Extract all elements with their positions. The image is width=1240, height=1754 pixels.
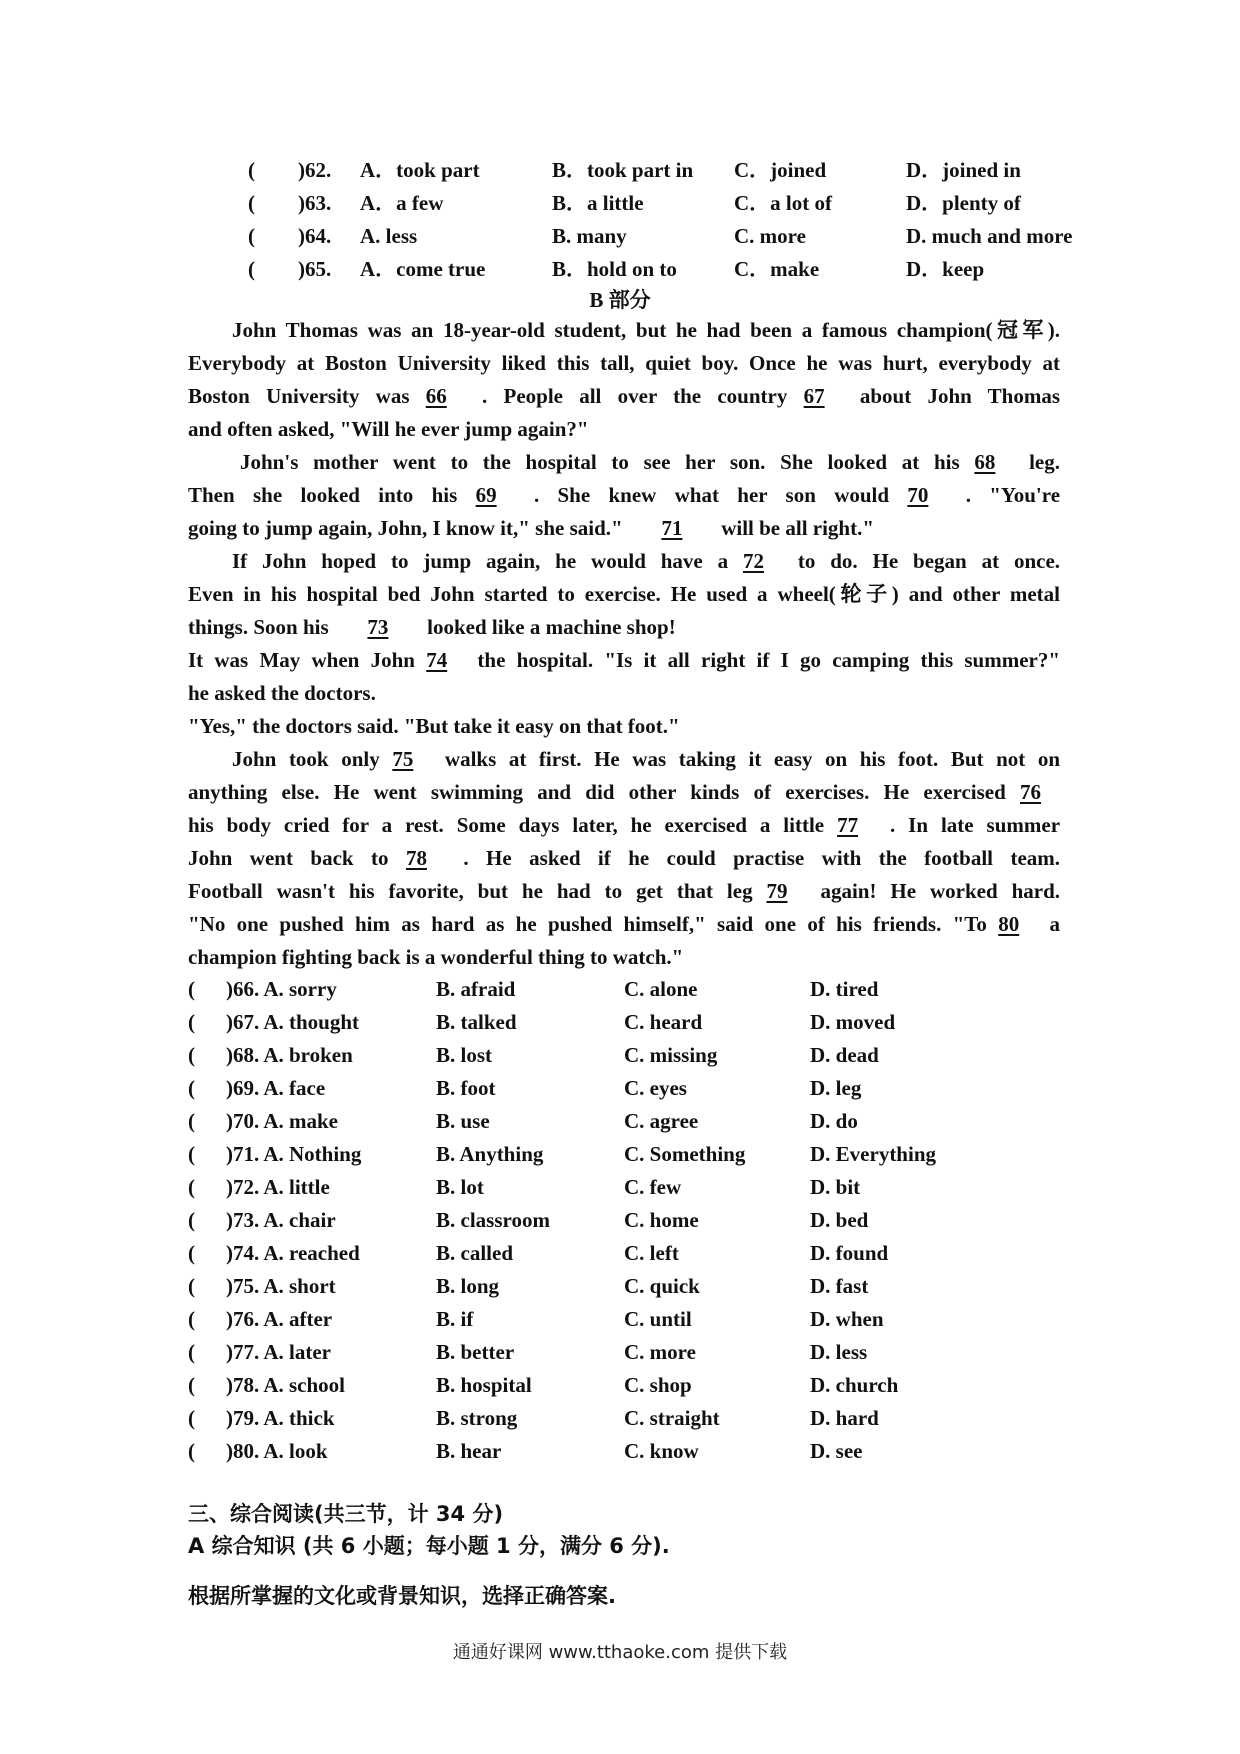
option-c: C. left xyxy=(624,1241,679,1265)
option-b: B. long xyxy=(436,1274,500,1298)
passage-line: "Yes," the doctors said. "But take it easy on that foot." xyxy=(188,714,680,738)
question-row xyxy=(0,1206,1240,1234)
section-b-title: B 部分 xyxy=(589,288,651,312)
question-number-option-a: )79. A. thick xyxy=(226,1406,335,1430)
blank-67: 67 xyxy=(803,384,825,408)
passage-line: and often asked, "Will he ever jump again?" xyxy=(188,417,589,441)
answer-paren: ( xyxy=(188,1439,195,1463)
option-d: D. bit xyxy=(810,1175,861,1199)
answer-paren: ( xyxy=(188,1010,195,1034)
option-b: B. if xyxy=(436,1307,474,1331)
answer-paren: ( xyxy=(188,1109,195,1133)
option-a: A. less xyxy=(360,224,418,248)
option-d: D. tired xyxy=(810,977,879,1001)
question-number-option-a: )71. A. Nothing xyxy=(226,1142,362,1166)
question-number-option-a: )80. A. look xyxy=(226,1439,328,1463)
option-d: D．keep xyxy=(906,257,985,281)
passage-line: Football wasn't his favorite, but he had to get that leg 79 again! He worked hard. xyxy=(188,879,1061,903)
passage-line: going to jump again, John, I know it," she said." 71 will be all right." xyxy=(188,516,875,540)
question-row xyxy=(0,1371,1240,1399)
option-b: B. better xyxy=(436,1340,515,1364)
answer-paren: ( xyxy=(188,1274,195,1298)
option-b: B. strong xyxy=(436,1406,518,1430)
option-b: B. hospital xyxy=(436,1373,532,1397)
question-row xyxy=(0,1140,1240,1168)
answer-paren: ( xyxy=(188,1142,195,1166)
blank-66: 66 xyxy=(425,384,447,408)
answer-paren: ( xyxy=(248,224,255,248)
option-b: B. use xyxy=(436,1109,490,1133)
option-d: D. see xyxy=(810,1439,863,1463)
blank-80: 80 xyxy=(998,912,1020,936)
answer-paren: ( xyxy=(248,257,255,281)
option-d: D. dead xyxy=(810,1043,879,1067)
answer-paren: ( xyxy=(188,1307,195,1331)
question-row xyxy=(0,255,1240,283)
option-d: D. do xyxy=(810,1109,858,1133)
question-number-option-a: )75. A. short xyxy=(226,1274,336,1298)
answer-paren: ( xyxy=(188,1208,195,1232)
question-number-option-a: )68. A. broken xyxy=(226,1043,353,1067)
question-number-option-a: )66. A. sorry xyxy=(226,977,337,1001)
option-c: C. eyes xyxy=(624,1076,687,1100)
passage-line: "No one pushed him as hard as he pushed himself," said one of his friends. "To 80 a xyxy=(188,912,1061,936)
question-row xyxy=(0,189,1240,217)
question-row xyxy=(0,1008,1240,1036)
question-number-option-a: )76. A. after xyxy=(226,1307,333,1331)
blank-76: 76 xyxy=(1020,780,1042,804)
answer-paren: ( xyxy=(188,1406,195,1430)
option-d: D. much and more xyxy=(906,224,1073,248)
blank-68: 68 xyxy=(974,450,996,474)
option-c: C. alone xyxy=(624,977,698,1001)
answer-paren: ( xyxy=(188,1241,195,1265)
section-three-instruction: 根据所掌握的文化或背景知识，选择正确答案. xyxy=(188,1584,616,1608)
question-row xyxy=(0,1173,1240,1201)
passage-line: John went back to 78 . He asked if he could practise with the football team. xyxy=(188,846,1061,870)
blank-75: 75 xyxy=(392,747,414,771)
blank-72: 72 xyxy=(743,549,764,573)
passage-line: Then she looked into his 69 . She knew what her son would 70 . "You're xyxy=(188,483,1061,507)
option-c: C. straight xyxy=(624,1406,720,1430)
option-a: A．come true xyxy=(360,257,486,281)
section-three-title: 三、综合阅读(共三节，计 34 分) xyxy=(188,1502,504,1526)
blank-78: 78 xyxy=(405,846,427,870)
answer-paren: ( xyxy=(248,191,255,215)
option-c: C. heard xyxy=(624,1010,703,1034)
question-row xyxy=(0,1404,1240,1432)
passage-line: Everybody at Boston University liked this tall, quiet boy. Once he was hurt, everybody at xyxy=(188,351,1060,375)
option-b: B. classroom xyxy=(436,1208,550,1232)
option-b: B. lot xyxy=(436,1175,484,1199)
question-number-option-a: )72. A. little xyxy=(226,1175,330,1199)
option-d: D. hard xyxy=(810,1406,879,1430)
option-d: D. fast xyxy=(810,1274,869,1298)
question-row xyxy=(0,1272,1240,1300)
question-row xyxy=(0,1338,1240,1366)
option-a: A．a few xyxy=(360,191,444,215)
option-c: C. missing xyxy=(624,1043,718,1067)
passage-line: his body cried for a rest. Some days later, he exercised a little 77 . In late summer xyxy=(188,813,1061,837)
option-d: D. church xyxy=(810,1373,899,1397)
page-footer: 通通好课网 www.tthaoke.com 提供下载 xyxy=(452,1642,788,1663)
blank-69: 69 xyxy=(475,483,497,507)
option-b: B. afraid xyxy=(436,977,516,1001)
option-c: C. until xyxy=(624,1307,692,1331)
question-number: )65. xyxy=(298,257,332,281)
question-number: )62. xyxy=(298,158,332,182)
answer-paren: ( xyxy=(248,158,255,182)
option-c: C. few xyxy=(624,1175,682,1199)
option-c: C. shop xyxy=(624,1373,692,1397)
answer-paren: ( xyxy=(188,1043,195,1067)
question-row xyxy=(0,1041,1240,1069)
option-d: D. leg xyxy=(810,1076,862,1100)
question-number-option-a: )73. A. chair xyxy=(226,1208,336,1232)
question-number: )64. xyxy=(298,224,332,248)
option-c: C. more xyxy=(734,224,806,248)
option-d: D. moved xyxy=(810,1010,896,1034)
question-number: )63. xyxy=(298,191,332,215)
question-row xyxy=(0,1437,1240,1465)
option-c: C. know xyxy=(624,1439,699,1463)
passage-line: Even in his hospital bed John started to exercise. He used a wheel(轮子) and other metal xyxy=(188,582,1060,606)
question-row xyxy=(0,975,1240,1003)
blank-73: 73 xyxy=(367,615,389,639)
option-c: C. quick xyxy=(624,1274,700,1298)
passage-line: John's mother went to the hospital to see her son. She looked at his 68 leg. xyxy=(240,450,1060,474)
option-d: D．plenty of xyxy=(906,191,1021,215)
option-b: B. lost xyxy=(436,1043,493,1067)
question-number-option-a: )70. A. make xyxy=(226,1109,338,1133)
blank-77: 77 xyxy=(837,813,859,837)
option-d: D. less xyxy=(810,1340,868,1364)
option-d: D. bed xyxy=(810,1208,869,1232)
passage-line: It was May when John 74 the hospital. "Is it all right if I go camping this summer?" xyxy=(188,648,1061,672)
option-b: B. many xyxy=(552,224,627,248)
blank-71: 71 xyxy=(661,516,683,540)
section-three-subtitle: A 综合知识 (共 6 小题；每小题 1 分，满分 6 分). xyxy=(188,1534,670,1558)
passage-line: John Thomas was an 18-year-old student, but he had been a famous champion(冠军). xyxy=(232,318,1060,342)
answer-paren: ( xyxy=(188,1340,195,1364)
passage-line: things. Soon his 73 looked like a machine shop! xyxy=(188,615,676,639)
option-b: B．a little xyxy=(552,191,644,215)
option-c: C. agree xyxy=(624,1109,699,1133)
option-c: C. more xyxy=(624,1340,696,1364)
option-d: D．joined in xyxy=(906,158,1021,182)
option-d: D. Everything xyxy=(810,1142,936,1166)
option-b: B. Anything xyxy=(436,1142,544,1166)
option-d: D. found xyxy=(810,1241,889,1265)
passage-line: he asked the doctors. xyxy=(188,681,376,705)
answer-paren: ( xyxy=(188,1373,195,1397)
question-row xyxy=(0,156,1240,184)
passage-line: John took only 75 walks at first. He was taking it easy on his foot. But not on xyxy=(232,747,1061,771)
blank-70: 70 xyxy=(907,483,929,507)
passage-line: If John hoped to jump again, he would have a 72 to do. He began at once. xyxy=(232,549,1061,573)
question-row xyxy=(0,1239,1240,1267)
option-d: D. when xyxy=(810,1307,884,1331)
passage-line: Boston University was 66 . People all over the country 67 about John Thomas xyxy=(188,384,1061,408)
question-row xyxy=(0,1074,1240,1102)
passage-line: anything else. He went swimming and did other kinds of exercises. He exercised 76 xyxy=(188,778,1060,806)
question-number-option-a: )67. A. thought xyxy=(226,1010,360,1034)
passage-line: champion fighting back is a wonderful thing to watch." xyxy=(188,945,684,969)
option-b: B. hear xyxy=(436,1439,502,1463)
option-b: B．took part in xyxy=(552,158,694,182)
option-b: B. talked xyxy=(436,1010,517,1034)
blank-74: 74 xyxy=(426,648,448,672)
option-c: C．make xyxy=(734,257,820,281)
answer-paren: ( xyxy=(188,1076,195,1100)
option-b: B．hold on to xyxy=(552,257,677,281)
option-c: C. home xyxy=(624,1208,699,1232)
answer-paren: ( xyxy=(188,1175,195,1199)
option-b: B. called xyxy=(436,1241,513,1265)
question-row xyxy=(0,1305,1240,1333)
question-row xyxy=(0,1107,1240,1135)
answer-paren: ( xyxy=(188,977,195,1001)
question-number-option-a: )74. A. reached xyxy=(226,1241,360,1265)
question-number-option-a: )77. A. later xyxy=(226,1340,331,1364)
question-number-option-a: )78. A. school xyxy=(226,1373,346,1397)
question-row xyxy=(0,222,1240,250)
option-c: C. Something xyxy=(624,1142,746,1166)
option-c: C．a lot of xyxy=(734,191,832,215)
option-c: C．joined xyxy=(734,158,827,182)
question-number-option-a: )69. A. face xyxy=(226,1076,326,1100)
option-a: A．took part xyxy=(360,158,480,182)
option-b: B. foot xyxy=(436,1076,496,1100)
blank-79: 79 xyxy=(766,879,788,903)
